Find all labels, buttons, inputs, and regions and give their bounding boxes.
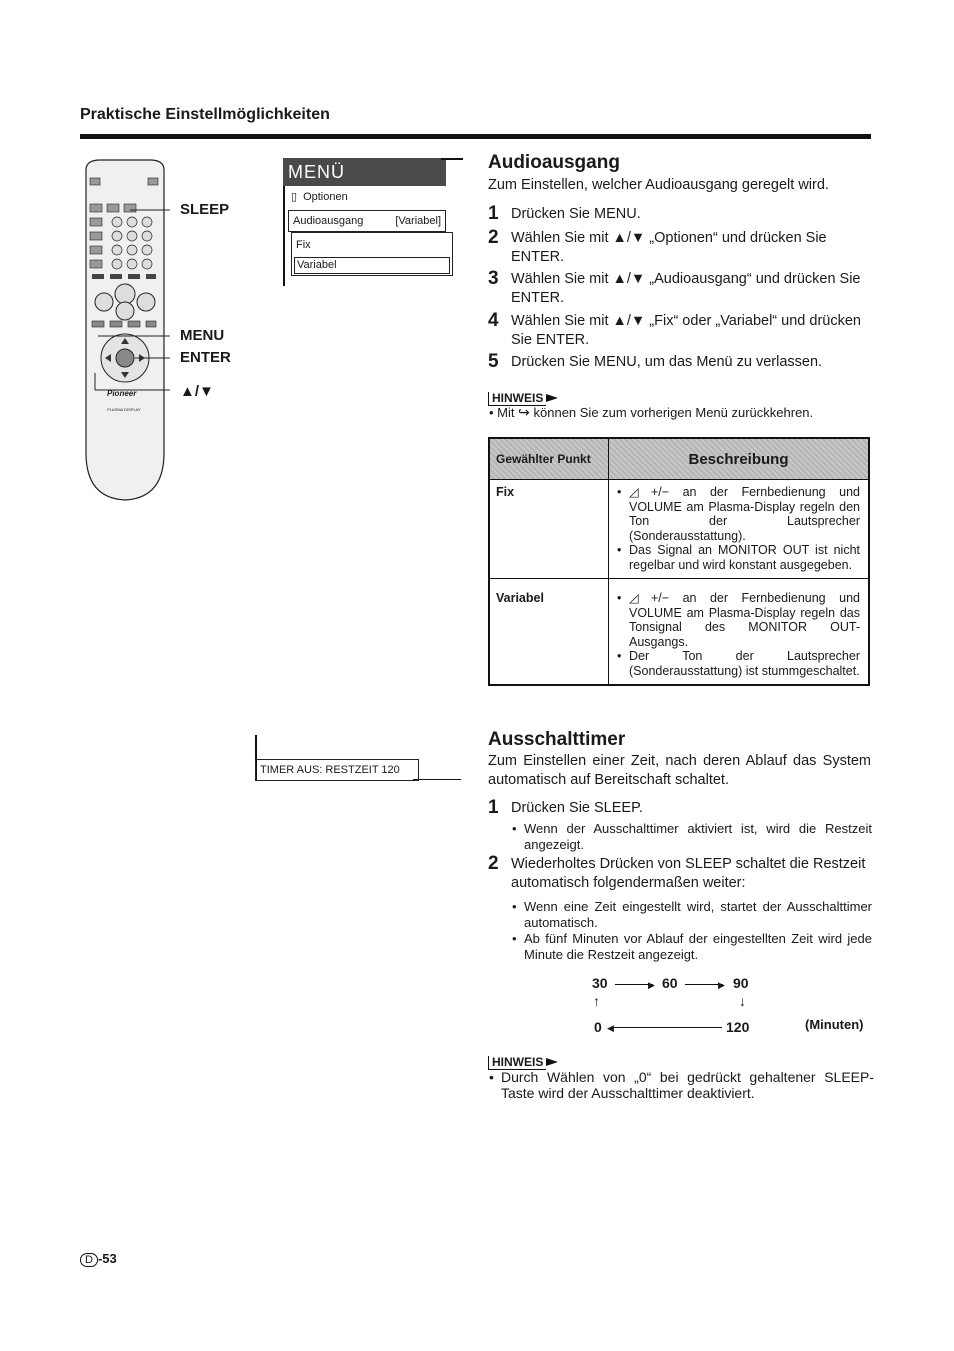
timer-step: 1 Drücken Sie SLEEP. — [488, 797, 643, 818]
return-icon: ↩ — [518, 404, 530, 420]
arrow-right-icon: ▶ — [648, 980, 655, 990]
audio-step: 4 Wählen Sie mit ▲/▼ „Fix“ oder „Variabel“ und drücken Sie ENTER. — [488, 310, 861, 348]
region-badge: D — [80, 1253, 98, 1267]
timer-title: Ausschalttimer — [488, 729, 626, 750]
audio-step: 2 Wählen Sie mit ▲/▼ „Optionen“ und drücken Sie ENTER. — [488, 227, 827, 265]
cycle-120: 120 — [726, 1019, 750, 1035]
audio-hinweis-text: • Mit ↩ können Sie zum vorherigen Menü zurückkehren. — [489, 404, 814, 420]
page-number: D -53 — [80, 1251, 117, 1267]
enter-callout: ENTER — [180, 349, 231, 366]
cycle-60: 60 — [662, 975, 678, 991]
hinweis-arrow-icon — [546, 1058, 558, 1066]
osd-divider — [441, 158, 463, 160]
arrows-callout: ▲/▼ — [180, 383, 214, 400]
table-header-desc: Beschreibung — [609, 438, 870, 480]
timer-osd: TIMER AUS: RESTZEIT 120 — [255, 759, 419, 781]
timer-hinweis-text: • Durch Wählen von „0“ bei gedrückt gehaltener SLEEP-Taste wird der Ausschalttimer deaktiviert. — [489, 1069, 874, 1101]
audio-title: Audioausgang — [488, 152, 620, 173]
table-cell-desc: • ◿ +/− an der Fernbedienung und VOLUME am Plasma-Display regeln den Ton der Lautsprecher (Sonderausstattung). • Das Signal an MONITOR OUT ist nicht regelbar und wird konstant ausgegeben. — [609, 480, 870, 579]
cycle-0: 0 — [594, 1019, 602, 1035]
cycle-arrow — [614, 1027, 722, 1028]
menu-callout: MENU — [180, 327, 225, 344]
table-header-item: Gewählter Punkt — [489, 438, 609, 480]
timer-step1-note: • Wenn der Ausschalttimer aktiviert ist, wird die Restzeit angezeigt. — [512, 821, 872, 853]
timer-step: 2 Wiederholtes Drücken von SLEEP schaltet die Restzeit automatisch folgendermaßen weiter: — [488, 853, 866, 891]
osd-submenu — [291, 232, 453, 276]
volume-icon: ◿ — [629, 591, 639, 605]
table-row — [489, 480, 869, 579]
timer-step2-notes: • Wenn eine Zeit eingestellt wird, startet der Ausschalttimer automatisch. • Ab fünf Minuten vor Ablauf der eingestellten Zeit wird jede Minute die Restzeit angezeigt. — [512, 899, 872, 963]
remote-model: PLASMA DISPLAY — [107, 407, 141, 412]
table-cell-desc: • ◿ +/− an der Fernbedienung und VOLUME am Plasma-Display regeln das Tonsignal des MONITOR OUT-Ausgangs. • Der Ton der Lautsprecher (Sonderausstattung) ist stummgeschaltet. — [609, 579, 870, 686]
volume-icon: ◿ — [629, 485, 639, 499]
remote-brand: Pioneer — [107, 389, 137, 398]
arrow-right-icon: ▶ — [718, 980, 725, 990]
header-rule — [80, 134, 871, 139]
osd-optionen: ▯ Optionen — [291, 191, 348, 203]
osd-menu — [283, 158, 463, 288]
timer-osd-line — [413, 779, 461, 780]
hinweis-badge: HINWEIS — [488, 389, 558, 407]
table-header-row — [489, 438, 869, 480]
cycle-90: 90 — [733, 975, 749, 991]
audio-step: 5 Drücken Sie MENU, um das Menü zu verlassen. — [488, 351, 823, 372]
osd-divider-vertical — [283, 186, 285, 286]
osd-menu-title: MENÜ — [283, 158, 446, 186]
audio-intro: Zum Einstellen, welcher Audioausgang geregelt wird. — [488, 177, 829, 193]
options-icon: ▯ — [291, 191, 298, 203]
table-row — [489, 579, 869, 686]
arrow-left-icon: ◀ — [607, 1023, 614, 1033]
osd-row-audioausgang: Audioausgang [Variabel] — [288, 210, 446, 232]
cycle-30: 30 — [592, 975, 608, 991]
hinweis-arrow-icon — [546, 394, 558, 402]
description-table — [488, 437, 870, 686]
sleep-callout: SLEEP — [180, 201, 230, 218]
remote-control-illustration — [80, 158, 170, 503]
table-cell-item: Fix — [489, 480, 609, 579]
audio-step: 3 Wählen Sie mit ▲/▼ „Audioausgang“ und drücken Sie ENTER. — [488, 268, 861, 306]
cycle-unit: (Minuten) — [805, 1017, 864, 1032]
audio-step: 1 Drücken Sie MENU. — [488, 203, 641, 224]
section-title: Praktische Einstellmöglichkeiten — [80, 106, 330, 123]
osd-sub-variabel: Variabel — [294, 257, 450, 274]
timer-intro: Zum Einstellen einer Zeit, nach deren Ablauf das System automatisch auf Bereitschaft schaltet. — [488, 753, 871, 788]
table-cell-item: Variabel — [489, 579, 609, 686]
arrow-down-icon: ↓ — [739, 993, 746, 1009]
hinweis-badge: HINWEIS — [488, 1053, 558, 1071]
osd-sub-fix: Fix — [296, 239, 311, 251]
arrow-up-icon: ↑ — [593, 993, 600, 1009]
